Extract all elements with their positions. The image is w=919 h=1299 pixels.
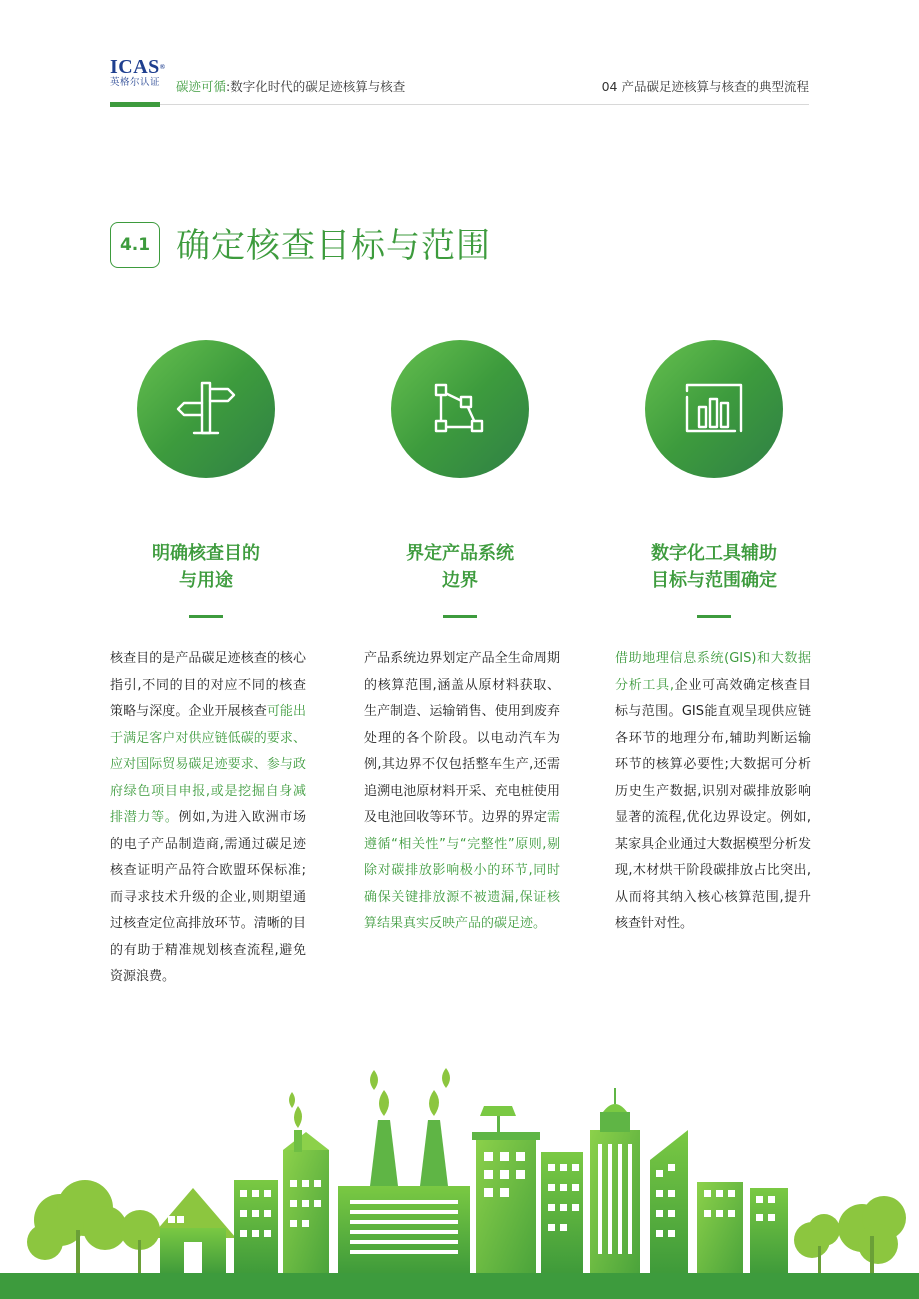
- icas-logo: [110, 57, 166, 89]
- column-2-title-line2: 边界: [442, 570, 478, 591]
- column-2-icon-circle: [391, 340, 529, 478]
- section-number-badge: 4.1: [110, 222, 160, 268]
- house-building: [150, 1188, 236, 1275]
- column-2-body-a: 产品系统边界划定产品全生命周期的核算范围,涵盖从原材料获取、生产制造、运输销售、使用到废弃处理的各个阶段。以电动汽车为例,其边界不仅包括整车生产,还需追溯电池原材料开采、充电桩使用及电池回收等环节。边界的界定: [364, 651, 560, 825]
- office-building-2: [283, 1092, 329, 1275]
- column-3-body-b: 企业可高效确定核查目标与范围。GIS能直观呈现供应链各环节的地理分布,辅助判断运输环节的核算必要性;大数据可分析历史生产数据,识别对碳排放影响显著的流程,优化边界设定。例如,某家具企业通过大数据模型分析发现,木材烘干阶段碳排放占比突出,从而将其纳入核心核算范围,提升核查针对性。: [615, 677, 811, 931]
- factory-building: [338, 1068, 470, 1275]
- column-3-body-highlight: 借助地理信息系统(GIS)和大数据分析工具,: [615, 651, 811, 693]
- solar-panel-building: [472, 1106, 540, 1275]
- column-1-body: [110, 646, 306, 991]
- column-3-title-line1: 数字化工具辅助: [651, 543, 777, 564]
- header-divider: [110, 104, 809, 105]
- column-1-body-b: 例如,为进入欧洲市场的电子产品制造商,需通过碳足迹核查证明产品符合欧盟环保标准;而寻求技术升级的企业,则期望通过核查定位高排放环节。清晰的目的有助于精准规划核查流程,避免资源浪费。: [110, 810, 306, 984]
- office-building-4: [650, 1130, 688, 1275]
- column-1-title-line2: 与用途: [179, 570, 233, 591]
- column-2-title: [360, 540, 560, 594]
- header-accent-bar: [110, 102, 160, 107]
- column-1-title-line1: 明确核查目的: [152, 543, 260, 564]
- logo-subtitle: 英格尔认证: [110, 77, 161, 88]
- header-title-rest: :数字化时代的碳足迹核算与核查: [226, 79, 406, 94]
- tree-cluster-left: [27, 1180, 160, 1275]
- ground-strip: [0, 1273, 919, 1299]
- column-2-title-underline: [443, 615, 477, 618]
- column-2-body: [364, 646, 560, 938]
- boundary-nodes-icon: [428, 377, 492, 441]
- section-title: 确定核查目标与范围: [176, 226, 491, 266]
- column-1-body-highlight: 可能出于满足客户对供应链低碳的要求、应对国际贸易碳足迹要求、参与政府绿色项目申报,或是挖掘自身减排潜力等。: [110, 704, 306, 825]
- column-3-title-underline: [697, 615, 731, 618]
- column-1-body-a: 核查目的是产品碳足迹核查的核心指引,不同的目的对应不同的核查策略与深度。企业开展核查: [110, 651, 306, 719]
- logo-registered-mark: ®: [159, 63, 166, 71]
- header-brand: 碳迹可循: [176, 79, 227, 94]
- office-building-5: [697, 1182, 743, 1275]
- office-building-6: [750, 1188, 788, 1275]
- column-2-title-line1: 界定产品系统: [406, 543, 514, 564]
- signpost-icon: [174, 377, 238, 441]
- tree-cluster-right: [794, 1196, 906, 1275]
- column-1-icon-circle: [137, 340, 275, 478]
- header-title: [176, 77, 405, 95]
- header-chapter: 04 产品碳足迹核算与核查的典型流程: [601, 79, 809, 94]
- column-3-body: [615, 646, 811, 938]
- column-1-title-underline: [189, 615, 223, 618]
- logo-mark: ICAS: [110, 56, 160, 78]
- column-2-body-highlight: 需遵循“相关性”与“完整性”原则,剔除对碳排放影响极小的环节,同时确保关键排放源不被遗漏,保证核算结果真实反映产品的碳足迹。: [364, 810, 560, 931]
- office-building-3: [541, 1152, 583, 1275]
- office-building-1: [234, 1180, 278, 1275]
- column-3-title: [614, 540, 814, 594]
- green-city-skyline-illustration: [0, 1060, 919, 1299]
- column-3-icon-circle: [645, 340, 783, 478]
- tower-building: [590, 1088, 640, 1275]
- column-3-title-line2: 目标与范围确定: [651, 570, 777, 591]
- column-1-title: [106, 540, 306, 594]
- bar-chart-icon: [681, 379, 747, 439]
